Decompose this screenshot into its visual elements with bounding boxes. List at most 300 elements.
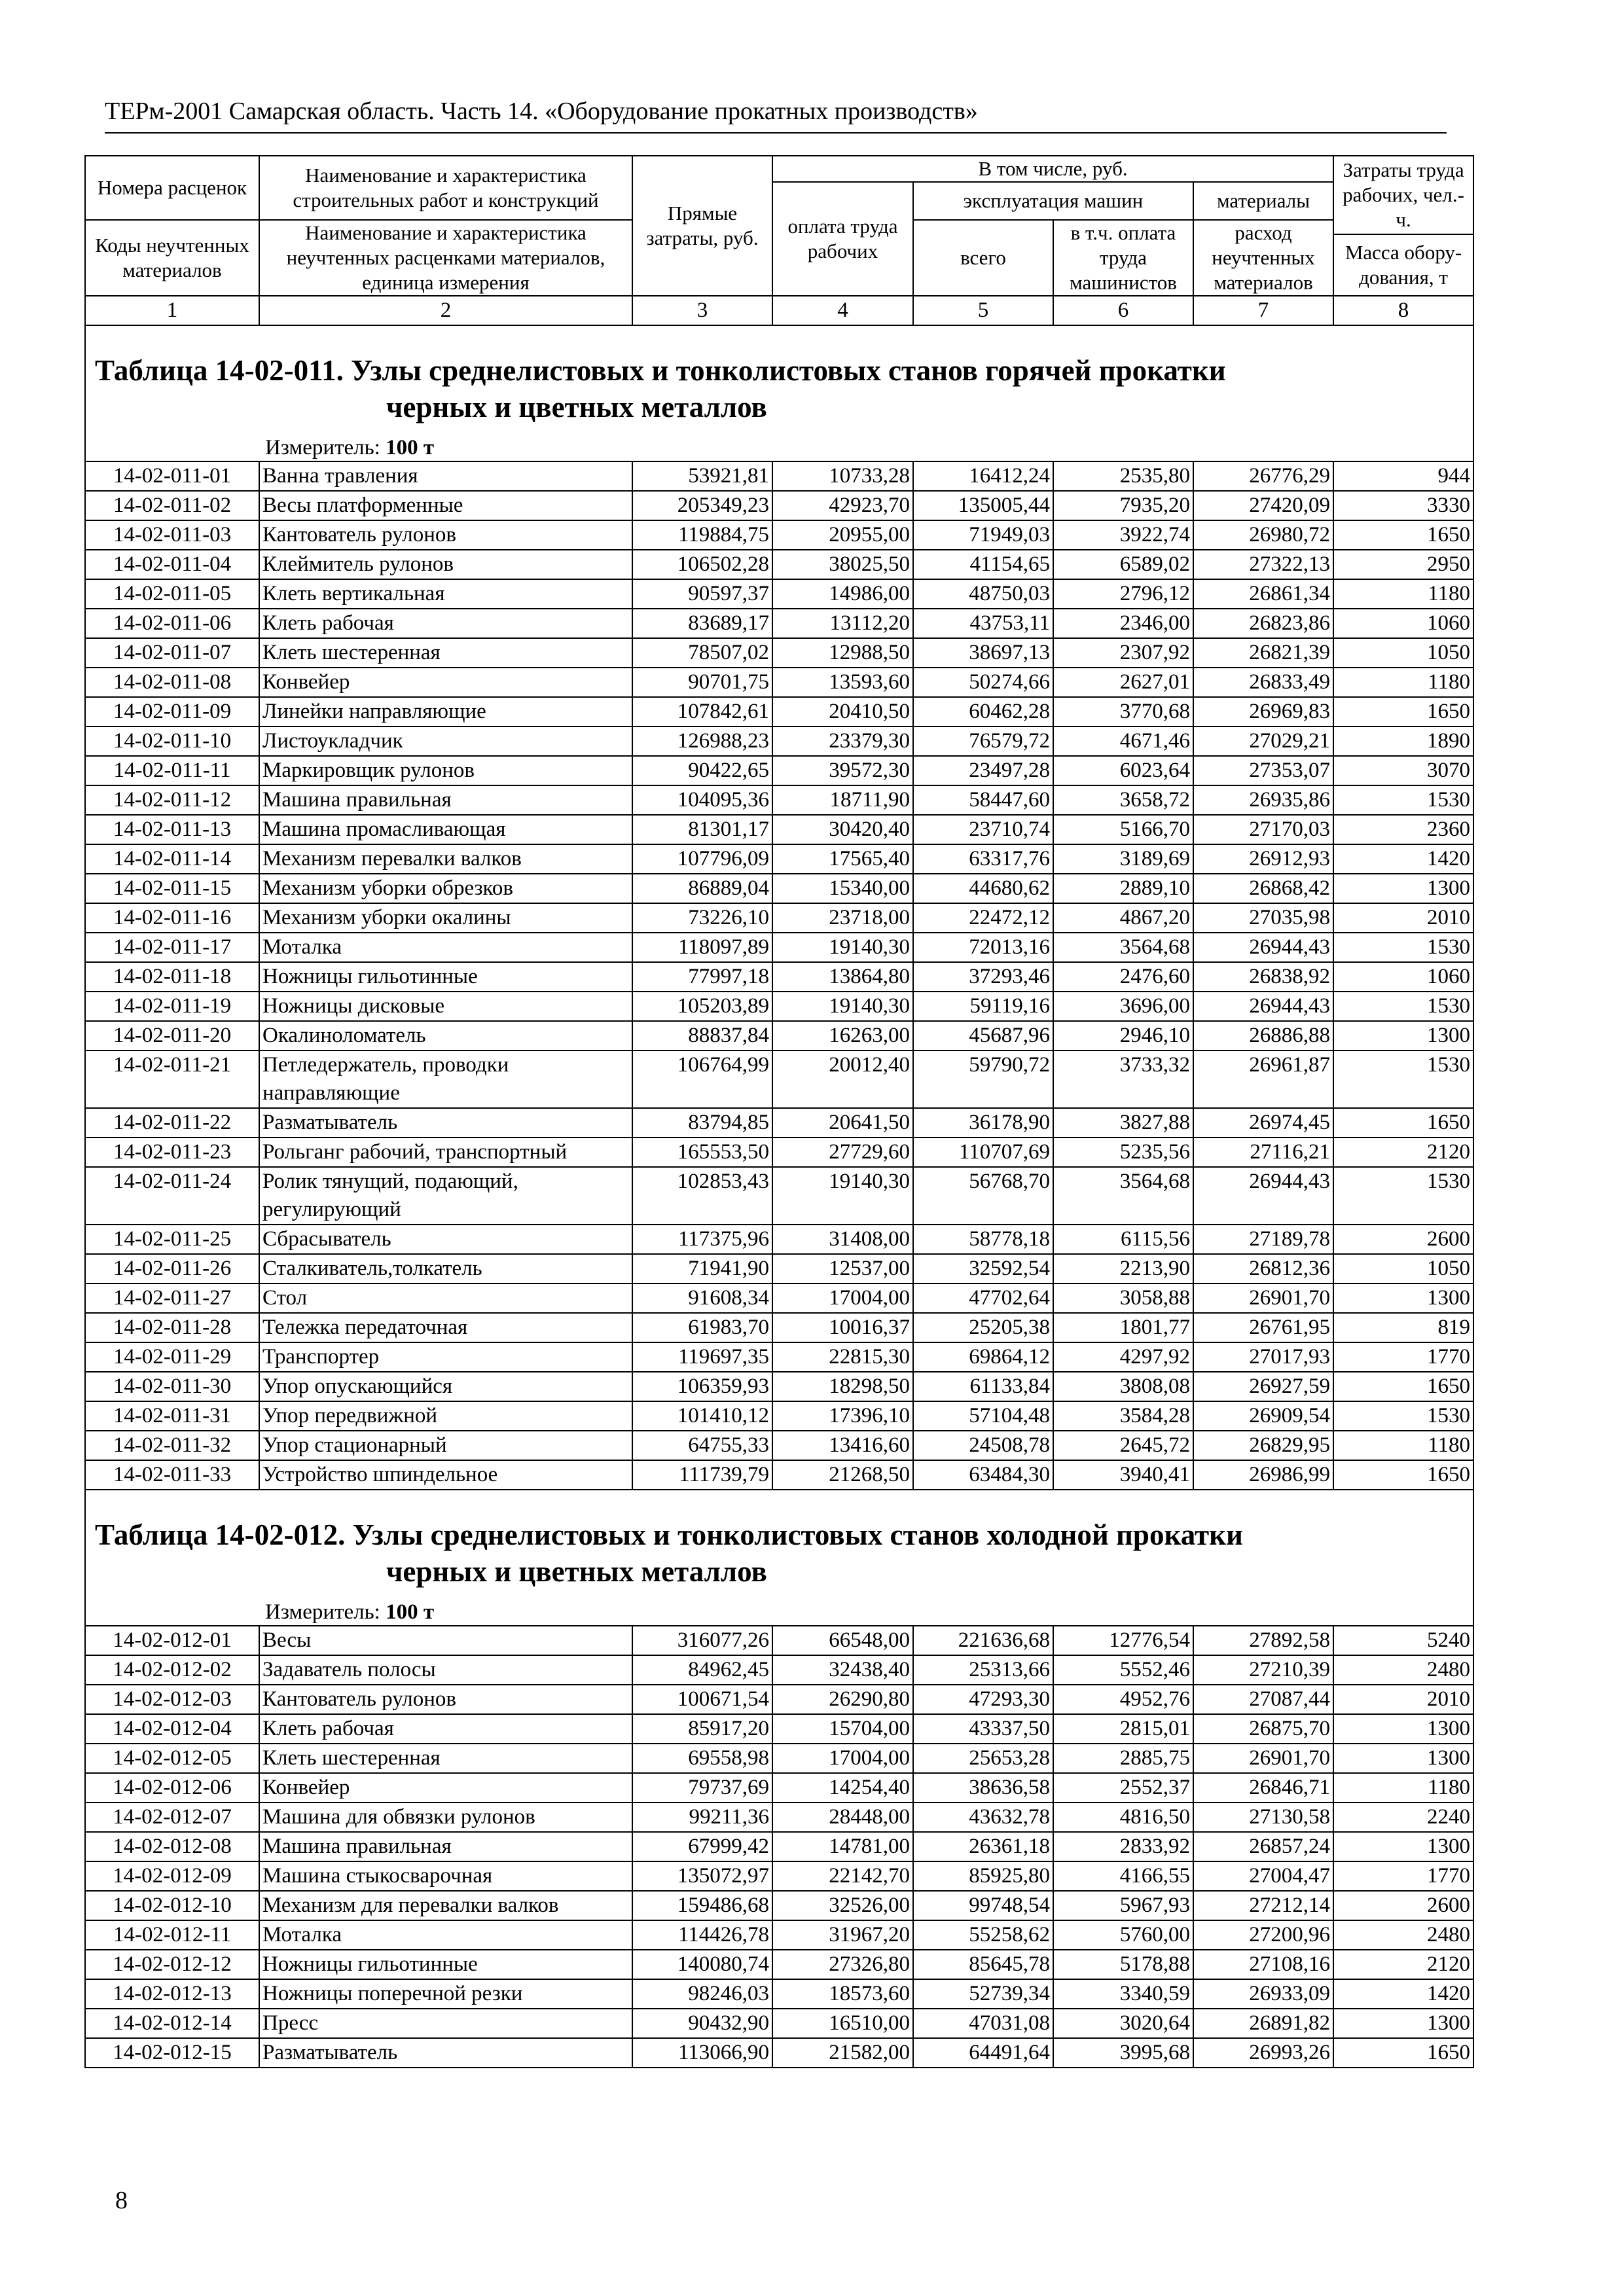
rate-code-cell: 14-02-011-24 bbox=[85, 1167, 259, 1225]
materials-cell: 26891,82 bbox=[1193, 2009, 1333, 2038]
materials-cell: 26980,72 bbox=[1193, 520, 1333, 550]
labor-hours-cell: 2240 bbox=[1333, 1803, 1473, 1832]
machinist-pay-cell: 2796,12 bbox=[1053, 579, 1193, 609]
rate-code-cell: 14-02-011-11 bbox=[85, 756, 259, 785]
table-row bbox=[85, 2038, 1473, 2068]
machinist-pay-cell: 1801,77 bbox=[1053, 1313, 1193, 1342]
materials-cell: 27210,39 bbox=[1193, 1655, 1333, 1685]
rates-table bbox=[84, 155, 1474, 2068]
labor-hours-cell: 1300 bbox=[1333, 2009, 1473, 2038]
work-name-cell: Маркировщик рулонов bbox=[259, 756, 632, 785]
labor-hours-cell: 1420 bbox=[1333, 1979, 1473, 2009]
worker-pay-cell: 13416,60 bbox=[772, 1431, 913, 1460]
column-number: 1 bbox=[85, 296, 259, 325]
header-direct-costs: Прямые затраты, руб. bbox=[632, 156, 772, 296]
machinist-pay-cell: 3564,68 bbox=[1053, 1167, 1193, 1225]
header-machines-total: всего bbox=[913, 220, 1053, 296]
materials-cell: 27029,21 bbox=[1193, 726, 1333, 756]
direct-costs-cell: 90597,37 bbox=[632, 579, 772, 609]
table-row bbox=[85, 1626, 1473, 1655]
work-name-cell: Машина правильная bbox=[259, 1832, 632, 1861]
machines-total-cell: 60462,28 bbox=[913, 697, 1053, 726]
worker-pay-cell: 19140,30 bbox=[772, 992, 913, 1021]
section-subtitle: черных и цветных металлов bbox=[386, 391, 767, 423]
labor-hours-cell: 1530 bbox=[1333, 1167, 1473, 1225]
direct-costs-cell: 79737,69 bbox=[632, 1773, 772, 1803]
rate-code-cell: 14-02-011-03 bbox=[85, 520, 259, 550]
table-row bbox=[85, 1372, 1473, 1401]
work-name-cell: Разматыватель bbox=[259, 1108, 632, 1138]
table-row bbox=[85, 520, 1473, 550]
measure-label: Измеритель: bbox=[265, 1600, 380, 1624]
column-number: 2 bbox=[259, 296, 632, 325]
work-name-cell: Устройство шпиндельное bbox=[259, 1460, 632, 1490]
work-name-cell: Машина промасливающая bbox=[259, 815, 632, 844]
rate-code-cell: 14-02-012-13 bbox=[85, 1979, 259, 2009]
machines-total-cell: 22472,12 bbox=[913, 903, 1053, 933]
machinist-pay-cell: 3189,69 bbox=[1053, 844, 1193, 874]
rate-code-cell: 14-02-011-23 bbox=[85, 1138, 259, 1167]
machinist-pay-cell: 12776,54 bbox=[1053, 1626, 1193, 1655]
table-row bbox=[85, 1254, 1473, 1283]
work-name-cell: Клеть шестеренная bbox=[259, 638, 632, 668]
work-name-cell: Упор передвижной bbox=[259, 1401, 632, 1431]
machinist-pay-cell: 3058,88 bbox=[1053, 1283, 1193, 1313]
machines-total-cell: 43753,11 bbox=[913, 609, 1053, 638]
header-rate-numbers: Номера расценок bbox=[85, 156, 259, 220]
machinist-pay-cell: 3733,32 bbox=[1053, 1050, 1193, 1108]
labor-hours-cell: 1300 bbox=[1333, 1744, 1473, 1773]
direct-costs-cell: 140080,74 bbox=[632, 1950, 772, 1979]
machines-total-cell: 71949,03 bbox=[913, 520, 1053, 550]
work-name-cell: Ножницы поперечной резки bbox=[259, 1979, 632, 2009]
labor-hours-cell: 1650 bbox=[1333, 1460, 1473, 1490]
table-row bbox=[85, 785, 1473, 815]
machinist-pay-cell: 3696,00 bbox=[1053, 992, 1193, 1021]
materials-cell: 26821,39 bbox=[1193, 638, 1333, 668]
table-row bbox=[85, 992, 1473, 1021]
materials-cell: 26969,83 bbox=[1193, 697, 1333, 726]
work-name-cell: Механизм уборки окалины bbox=[259, 903, 632, 933]
column-number: 6 bbox=[1053, 296, 1193, 325]
work-name-cell: Механизм перевалки валков bbox=[259, 844, 632, 874]
section-measure bbox=[95, 1599, 1464, 1625]
machinist-pay-cell: 3922,74 bbox=[1053, 520, 1193, 550]
direct-costs-cell: 100671,54 bbox=[632, 1685, 772, 1714]
rate-code-cell: 14-02-011-10 bbox=[85, 726, 259, 756]
table-row bbox=[85, 1714, 1473, 1744]
worker-pay-cell: 10016,37 bbox=[772, 1313, 913, 1342]
machines-total-cell: 55258,62 bbox=[913, 1920, 1053, 1950]
machines-total-cell: 37293,46 bbox=[913, 962, 1053, 992]
labor-hours-cell: 2950 bbox=[1333, 550, 1473, 579]
machinist-pay-cell: 2645,72 bbox=[1053, 1431, 1193, 1460]
worker-pay-cell: 17004,00 bbox=[772, 1744, 913, 1773]
materials-cell: 26933,09 bbox=[1193, 1979, 1333, 2009]
worker-pay-cell: 22142,70 bbox=[772, 1861, 913, 1891]
header-labor-costs: Затраты труда рабочих, чел.-ч. bbox=[1333, 156, 1473, 234]
worker-pay-cell: 17004,00 bbox=[772, 1283, 913, 1313]
table-row bbox=[85, 1138, 1473, 1167]
machinist-pay-cell: 2889,10 bbox=[1053, 874, 1193, 903]
machinist-pay-cell: 3020,64 bbox=[1053, 2009, 1193, 2038]
labor-hours-cell: 1060 bbox=[1333, 962, 1473, 992]
direct-costs-cell: 64755,33 bbox=[632, 1431, 772, 1460]
labor-hours-cell: 1770 bbox=[1333, 1342, 1473, 1372]
work-name-cell: Механизм для перевалки валков bbox=[259, 1891, 632, 1920]
labor-hours-cell: 2600 bbox=[1333, 1225, 1473, 1254]
section-title: Таблица 14-02-012. Узлы среднелистовых и тонколистовых станов холодной прокатки bbox=[95, 1518, 1243, 1551]
labor-hours-cell: 1650 bbox=[1333, 1372, 1473, 1401]
machines-total-cell: 63317,76 bbox=[913, 844, 1053, 874]
header-materials: материалы bbox=[1193, 182, 1333, 220]
machinist-pay-cell: 5166,70 bbox=[1053, 815, 1193, 844]
rate-code-cell: 14-02-011-21 bbox=[85, 1050, 259, 1108]
direct-costs-cell: 71941,90 bbox=[632, 1254, 772, 1283]
rate-code-cell: 14-02-012-02 bbox=[85, 1655, 259, 1685]
worker-pay-cell: 13112,20 bbox=[772, 609, 913, 638]
machines-total-cell: 32592,54 bbox=[913, 1254, 1053, 1283]
work-name-cell: Машина правильная bbox=[259, 785, 632, 815]
worker-pay-cell: 17396,10 bbox=[772, 1401, 913, 1431]
worker-pay-cell: 18298,50 bbox=[772, 1372, 913, 1401]
machines-total-cell: 43632,78 bbox=[913, 1803, 1053, 1832]
materials-cell: 26861,34 bbox=[1193, 579, 1333, 609]
work-name-cell: Стол bbox=[259, 1283, 632, 1313]
work-name-cell: Ролик тянущий, подающий, регулирующий bbox=[259, 1167, 632, 1225]
rate-code-cell: 14-02-012-10 bbox=[85, 1891, 259, 1920]
table-row bbox=[85, 1225, 1473, 1254]
work-name-cell: Тележка передаточная bbox=[259, 1313, 632, 1342]
header-worker-pay: оплата труда рабочих bbox=[772, 182, 913, 296]
table-row bbox=[85, 1832, 1473, 1861]
rate-code-cell: 14-02-011-33 bbox=[85, 1460, 259, 1490]
labor-hours-cell: 2010 bbox=[1333, 1685, 1473, 1714]
worker-pay-cell: 18573,60 bbox=[772, 1979, 913, 2009]
table-body bbox=[85, 325, 1473, 2068]
header-machinist-pay: в т.ч. оплата труда машинистов bbox=[1053, 220, 1193, 296]
rate-code-cell: 14-02-011-30 bbox=[85, 1372, 259, 1401]
direct-costs-cell: 104095,36 bbox=[632, 785, 772, 815]
materials-cell: 26944,43 bbox=[1193, 992, 1333, 1021]
machinist-pay-cell: 4816,50 bbox=[1053, 1803, 1193, 1832]
materials-cell: 27212,14 bbox=[1193, 1891, 1333, 1920]
machinist-pay-cell: 3658,72 bbox=[1053, 785, 1193, 815]
work-name-cell: Машина стыкосварочная bbox=[259, 1861, 632, 1891]
direct-costs-cell: 91608,34 bbox=[632, 1283, 772, 1313]
labor-hours-cell: 1530 bbox=[1333, 1401, 1473, 1431]
direct-costs-cell: 90422,65 bbox=[632, 756, 772, 785]
table-row bbox=[85, 491, 1473, 520]
work-name-cell: Задаватель полосы bbox=[259, 1655, 632, 1685]
machinist-pay-cell: 2213,90 bbox=[1053, 1254, 1193, 1283]
section-measure bbox=[95, 435, 1464, 461]
machines-total-cell: 38697,13 bbox=[913, 638, 1053, 668]
work-name-cell: Конвейер bbox=[259, 668, 632, 697]
rate-code-cell: 14-02-012-06 bbox=[85, 1773, 259, 1803]
machinist-pay-cell: 3340,59 bbox=[1053, 1979, 1193, 2009]
machines-total-cell: 25653,28 bbox=[913, 1744, 1053, 1773]
machines-total-cell: 45687,96 bbox=[913, 1021, 1053, 1050]
labor-hours-cell: 1530 bbox=[1333, 933, 1473, 962]
header-material-consumption: расход неучтенных материалов bbox=[1193, 220, 1333, 296]
machinist-pay-cell: 4297,92 bbox=[1053, 1342, 1193, 1372]
materials-cell: 26761,95 bbox=[1193, 1313, 1333, 1342]
rate-code-cell: 14-02-011-06 bbox=[85, 609, 259, 638]
section-title-cell bbox=[85, 1490, 1473, 1626]
worker-pay-cell: 16510,00 bbox=[772, 2009, 913, 2038]
worker-pay-cell: 26290,80 bbox=[772, 1685, 913, 1714]
direct-costs-cell: 98246,03 bbox=[632, 1979, 772, 2009]
materials-cell: 26901,70 bbox=[1193, 1744, 1333, 1773]
direct-costs-cell: 135072,97 bbox=[632, 1861, 772, 1891]
worker-pay-cell: 31967,20 bbox=[772, 1920, 913, 1950]
worker-pay-cell: 23718,00 bbox=[772, 903, 913, 933]
table-row bbox=[85, 874, 1473, 903]
direct-costs-cell: 67999,42 bbox=[632, 1832, 772, 1861]
table-row bbox=[85, 1773, 1473, 1803]
materials-cell: 26776,29 bbox=[1193, 461, 1333, 491]
direct-costs-cell: 106764,99 bbox=[632, 1050, 772, 1108]
machinist-pay-cell: 3827,88 bbox=[1053, 1108, 1193, 1138]
materials-cell: 26838,92 bbox=[1193, 962, 1333, 992]
machines-total-cell: 25205,38 bbox=[913, 1313, 1053, 1342]
direct-costs-cell: 106359,93 bbox=[632, 1372, 772, 1401]
work-name-cell: Клеть вертикальная bbox=[259, 579, 632, 609]
table-row bbox=[85, 1685, 1473, 1714]
rate-code-cell: 14-02-011-20 bbox=[85, 1021, 259, 1050]
work-name-cell: Упор опускающийся bbox=[259, 1372, 632, 1401]
direct-costs-cell: 53921,81 bbox=[632, 461, 772, 491]
machinist-pay-cell: 5967,93 bbox=[1053, 1891, 1193, 1920]
materials-cell: 26974,45 bbox=[1193, 1108, 1333, 1138]
direct-costs-cell: 86889,04 bbox=[632, 874, 772, 903]
header-rule bbox=[105, 132, 1447, 134]
rate-code-cell: 14-02-012-08 bbox=[85, 1832, 259, 1861]
materials-cell: 26829,95 bbox=[1193, 1431, 1333, 1460]
worker-pay-cell: 30420,40 bbox=[772, 815, 913, 844]
materials-cell: 26935,86 bbox=[1193, 785, 1333, 815]
materials-cell: 27189,78 bbox=[1193, 1225, 1333, 1254]
labor-hours-cell: 2120 bbox=[1333, 1950, 1473, 1979]
machines-total-cell: 58778,18 bbox=[913, 1225, 1053, 1254]
materials-cell: 27004,47 bbox=[1193, 1861, 1333, 1891]
work-name-cell: Разматыватель bbox=[259, 2038, 632, 2068]
work-name-cell: Ножницы дисковые bbox=[259, 992, 632, 1021]
work-name-cell: Весы платформенные bbox=[259, 491, 632, 520]
work-name-cell: Пресс bbox=[259, 2009, 632, 2038]
section-title-cell bbox=[85, 325, 1473, 461]
materials-cell: 26823,86 bbox=[1193, 609, 1333, 638]
labor-hours-cell: 944 bbox=[1333, 461, 1473, 491]
direct-costs-cell: 83689,17 bbox=[632, 609, 772, 638]
rate-code-cell: 14-02-011-07 bbox=[85, 638, 259, 668]
worker-pay-cell: 20641,50 bbox=[772, 1108, 913, 1138]
labor-hours-cell: 1050 bbox=[1333, 1254, 1473, 1283]
section-title-row bbox=[85, 1490, 1473, 1626]
table-row bbox=[85, 1108, 1473, 1138]
machinist-pay-cell: 3940,41 bbox=[1053, 1460, 1193, 1490]
rate-code-cell: 14-02-011-18 bbox=[85, 962, 259, 992]
work-name-cell: Транспортер bbox=[259, 1342, 632, 1372]
work-name-cell: Упор стационарный bbox=[259, 1431, 632, 1460]
materials-cell: 26961,87 bbox=[1193, 1050, 1333, 1108]
table-row bbox=[85, 609, 1473, 638]
work-name-cell: Клеть рабочая bbox=[259, 1714, 632, 1744]
work-name-cell: Рольганг рабочий, транспортный bbox=[259, 1138, 632, 1167]
machines-total-cell: 58447,60 bbox=[913, 785, 1053, 815]
machines-total-cell: 59119,16 bbox=[913, 992, 1053, 1021]
direct-costs-cell: 114426,78 bbox=[632, 1920, 772, 1950]
rate-code-cell: 14-02-012-11 bbox=[85, 1920, 259, 1950]
worker-pay-cell: 19140,30 bbox=[772, 933, 913, 962]
machines-total-cell: 47702,64 bbox=[913, 1283, 1053, 1313]
machinist-pay-cell: 6115,56 bbox=[1053, 1225, 1193, 1254]
rate-code-cell: 14-02-011-05 bbox=[85, 579, 259, 609]
direct-costs-cell: 99211,36 bbox=[632, 1803, 772, 1832]
work-name-cell: Сбрасыватель bbox=[259, 1225, 632, 1254]
table-row bbox=[85, 579, 1473, 609]
rate-code-cell: 14-02-011-09 bbox=[85, 697, 259, 726]
worker-pay-cell: 27326,80 bbox=[772, 1950, 913, 1979]
worker-pay-cell: 32526,00 bbox=[772, 1891, 913, 1920]
machines-total-cell: 61133,84 bbox=[913, 1372, 1053, 1401]
rate-code-cell: 14-02-011-12 bbox=[85, 785, 259, 815]
worker-pay-cell: 19140,30 bbox=[772, 1167, 913, 1225]
table-row bbox=[85, 844, 1473, 874]
labor-hours-cell: 2010 bbox=[1333, 903, 1473, 933]
worker-pay-cell: 27729,60 bbox=[772, 1138, 913, 1167]
worker-pay-cell: 22815,30 bbox=[772, 1342, 913, 1372]
table-row bbox=[85, 1655, 1473, 1685]
labor-hours-cell: 1300 bbox=[1333, 1021, 1473, 1050]
machines-total-cell: 85645,78 bbox=[913, 1950, 1053, 1979]
worker-pay-cell: 10733,28 bbox=[772, 461, 913, 491]
labor-hours-cell: 1530 bbox=[1333, 992, 1473, 1021]
materials-cell: 26986,99 bbox=[1193, 1460, 1333, 1490]
machinist-pay-cell: 2476,60 bbox=[1053, 962, 1193, 992]
labor-hours-cell: 3070 bbox=[1333, 756, 1473, 785]
machines-total-cell: 72013,16 bbox=[913, 933, 1053, 962]
rate-code-cell: 14-02-011-29 bbox=[85, 1342, 259, 1372]
machines-total-cell: 52739,34 bbox=[913, 1979, 1053, 2009]
table-row bbox=[85, 550, 1473, 579]
machines-total-cell: 43337,50 bbox=[913, 1714, 1053, 1744]
table-row bbox=[85, 1342, 1473, 1372]
work-name-cell: Окалиноломатель bbox=[259, 1021, 632, 1050]
materials-cell: 26846,71 bbox=[1193, 1773, 1333, 1803]
labor-hours-cell: 1650 bbox=[1333, 2038, 1473, 2068]
materials-cell: 26912,93 bbox=[1193, 844, 1333, 874]
materials-cell: 27892,58 bbox=[1193, 1626, 1333, 1655]
labor-hours-cell: 1060 bbox=[1333, 609, 1473, 638]
measure-label: Измеритель: bbox=[265, 436, 380, 459]
work-name-cell: Весы bbox=[259, 1626, 632, 1655]
work-name-cell: Клеть шестеренная bbox=[259, 1744, 632, 1773]
worker-pay-cell: 12537,00 bbox=[772, 1254, 913, 1283]
labor-hours-cell: 1650 bbox=[1333, 520, 1473, 550]
section-subtitle: черных и цветных металлов bbox=[386, 1555, 767, 1588]
work-name-cell: Клеть рабочая bbox=[259, 609, 632, 638]
table-row bbox=[85, 697, 1473, 726]
rate-code-cell: 14-02-011-31 bbox=[85, 1401, 259, 1431]
column-number: 7 bbox=[1193, 296, 1333, 325]
materials-cell: 26875,70 bbox=[1193, 1714, 1333, 1744]
machinist-pay-cell: 2833,92 bbox=[1053, 1832, 1193, 1861]
table-row bbox=[85, 1167, 1473, 1225]
direct-costs-cell: 88837,84 bbox=[632, 1021, 772, 1050]
rate-code-cell: 14-02-011-25 bbox=[85, 1225, 259, 1254]
machinist-pay-cell: 3584,28 bbox=[1053, 1401, 1193, 1431]
materials-cell: 27108,16 bbox=[1193, 1950, 1333, 1979]
direct-costs-cell: 159486,68 bbox=[632, 1891, 772, 1920]
rate-code-cell: 14-02-011-01 bbox=[85, 461, 259, 491]
worker-pay-cell: 14781,00 bbox=[772, 1832, 913, 1861]
worker-pay-cell: 39572,30 bbox=[772, 756, 913, 785]
direct-costs-cell: 61983,70 bbox=[632, 1313, 772, 1342]
table-row bbox=[85, 2009, 1473, 2038]
work-name-cell: Кантователь рулонов bbox=[259, 1685, 632, 1714]
work-name-cell: Линейки направляющие bbox=[259, 697, 632, 726]
table-row bbox=[85, 1460, 1473, 1490]
direct-costs-cell: 84962,45 bbox=[632, 1655, 772, 1685]
rate-code-cell: 14-02-012-05 bbox=[85, 1744, 259, 1773]
machines-total-cell: 50274,66 bbox=[913, 668, 1053, 697]
header-equipment-mass: Масса обору-дования, т bbox=[1333, 234, 1473, 296]
worker-pay-cell: 20410,50 bbox=[772, 697, 913, 726]
work-name-cell: Моталка bbox=[259, 933, 632, 962]
rate-code-cell: 14-02-012-14 bbox=[85, 2009, 259, 2038]
worker-pay-cell: 16263,00 bbox=[772, 1021, 913, 1050]
materials-cell: 27322,13 bbox=[1193, 550, 1333, 579]
worker-pay-cell: 14986,00 bbox=[772, 579, 913, 609]
header-material-codes: Коды неучтенных материалов bbox=[85, 220, 259, 296]
rate-code-cell: 14-02-012-03 bbox=[85, 1685, 259, 1714]
work-name-cell: Ванна травления bbox=[259, 461, 632, 491]
machines-total-cell: 76579,72 bbox=[913, 726, 1053, 756]
table-row bbox=[85, 962, 1473, 992]
materials-cell: 26927,59 bbox=[1193, 1372, 1333, 1401]
table-row bbox=[85, 668, 1473, 697]
rate-code-cell: 14-02-011-22 bbox=[85, 1108, 259, 1138]
machinist-pay-cell: 2885,75 bbox=[1053, 1744, 1193, 1773]
worker-pay-cell: 32438,40 bbox=[772, 1655, 913, 1685]
column-number: 4 bbox=[772, 296, 913, 325]
worker-pay-cell: 13864,80 bbox=[772, 962, 913, 992]
direct-costs-cell: 73226,10 bbox=[632, 903, 772, 933]
machinist-pay-cell: 2815,01 bbox=[1053, 1714, 1193, 1744]
machines-total-cell: 135005,44 bbox=[913, 491, 1053, 520]
materials-cell: 26868,42 bbox=[1193, 874, 1333, 903]
rate-code-cell: 14-02-011-13 bbox=[85, 815, 259, 844]
direct-costs-cell: 106502,28 bbox=[632, 550, 772, 579]
machinist-pay-cell: 3808,08 bbox=[1053, 1372, 1193, 1401]
worker-pay-cell: 28448,00 bbox=[772, 1803, 913, 1832]
worker-pay-cell: 23379,30 bbox=[772, 726, 913, 756]
direct-costs-cell: 126988,23 bbox=[632, 726, 772, 756]
labor-hours-cell: 1180 bbox=[1333, 1773, 1473, 1803]
worker-pay-cell: 12988,50 bbox=[772, 638, 913, 668]
direct-costs-cell: 107796,09 bbox=[632, 844, 772, 874]
column-numbers-row bbox=[85, 296, 1473, 325]
direct-costs-cell: 81301,17 bbox=[632, 815, 772, 844]
header-material-names: Наименование и характеристика неучтенных расценками материалов, единица измерения bbox=[259, 220, 632, 296]
direct-costs-cell: 77997,18 bbox=[632, 962, 772, 992]
machines-total-cell: 57104,48 bbox=[913, 1401, 1053, 1431]
machines-total-cell: 41154,65 bbox=[913, 550, 1053, 579]
page-number: 8 bbox=[115, 2187, 128, 2214]
machines-total-cell: 48750,03 bbox=[913, 579, 1053, 609]
